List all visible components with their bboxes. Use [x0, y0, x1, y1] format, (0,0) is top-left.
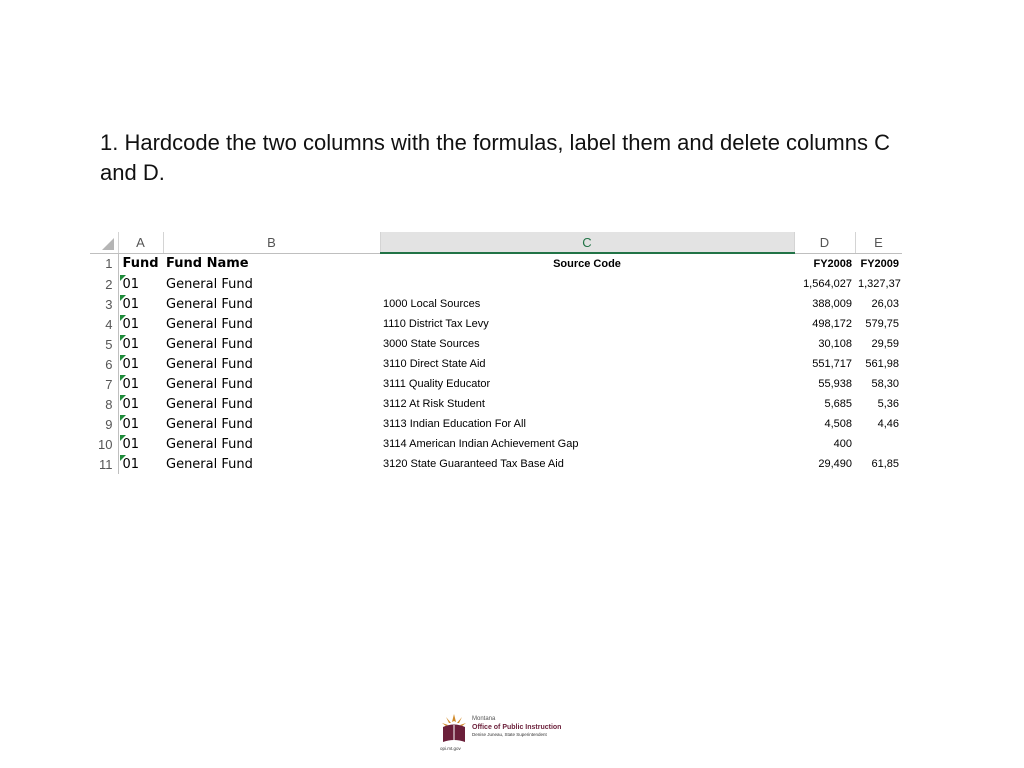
column-header-c[interactable]: C [380, 232, 794, 253]
cell-fund-name[interactable]: General Fund [166, 296, 253, 312]
table-row [90, 274, 902, 294]
cell-fund-name[interactable]: General Fund [166, 416, 253, 432]
cell-fund-name[interactable]: General Fund [166, 436, 253, 452]
error-indicator-icon [120, 375, 126, 381]
cell-fund[interactable] [118, 334, 163, 354]
cell-fund[interactable] [118, 414, 163, 434]
cell-value: 01 [122, 416, 140, 432]
column-header-b[interactable]: B [163, 232, 380, 253]
error-indicator-icon [120, 395, 126, 401]
row-number[interactable]: 2 [90, 274, 118, 294]
error-indicator-icon [120, 415, 126, 421]
cell-fy2008[interactable]: 498,172 [812, 318, 852, 330]
cell-value: 01 [122, 336, 140, 352]
row-number[interactable]: 5 [90, 334, 118, 354]
cell-fund[interactable] [118, 274, 163, 294]
cell-fy2009[interactable]: 58,30 [871, 378, 899, 390]
cell-source-code[interactable]: 3000 State Sources [383, 338, 480, 350]
error-indicator-icon [120, 315, 126, 321]
column-header-a[interactable]: A [118, 232, 163, 253]
cell-header-source-code[interactable]: Source Code [553, 258, 621, 270]
error-indicator-icon [120, 355, 126, 361]
logo-url: opi.mt.gov [440, 746, 461, 751]
table-row [90, 374, 902, 394]
select-all-triangle-icon [102, 238, 114, 250]
cell-fund[interactable] [118, 374, 163, 394]
cell-fy2008[interactable]: 5,685 [824, 398, 852, 410]
cell-fund-name[interactable]: General Fund [166, 376, 253, 392]
cell-fy2008[interactable]: 55,938 [818, 378, 852, 390]
error-indicator-icon [120, 275, 126, 281]
cell-source-code[interactable]: 1000 Local Sources [383, 298, 481, 310]
cell-fund-name[interactable]: General Fund [166, 316, 253, 332]
cell-source-code[interactable]: 3120 State Guaranteed Tax Base Aid [383, 458, 564, 470]
row-number[interactable]: 9 [90, 414, 118, 434]
error-indicator-icon [120, 455, 126, 461]
cell-fund-name[interactable]: General Fund [166, 336, 253, 352]
error-indicator-icon [120, 435, 126, 441]
row-number[interactable]: 6 [90, 354, 118, 374]
cell-source-code[interactable]: 3113 Indian Education For All [383, 418, 526, 430]
row-number[interactable]: 4 [90, 314, 118, 334]
column-header-row [90, 232, 902, 253]
cell-fy2008[interactable]: 1,564,027 [803, 278, 852, 290]
spreadsheet [90, 232, 902, 474]
column-header-e[interactable]: E [855, 232, 902, 253]
logo-state: Montana [472, 716, 496, 722]
cell-fund-name[interactable]: General Fund [166, 276, 253, 292]
cell-fy2008[interactable]: 388,009 [812, 298, 852, 310]
table-row [90, 434, 902, 454]
row-number[interactable]: 11 [90, 454, 118, 474]
row-number[interactable]: 3 [90, 294, 118, 314]
cell-value: 01 [122, 276, 140, 292]
cell-fy2009[interactable]: 579,75 [865, 318, 899, 330]
cell-header-fy2009[interactable]: FY2009 [860, 257, 899, 270]
select-all-corner[interactable] [90, 232, 118, 253]
cell-source-code[interactable]: 3114 American Indian Achievement Gap [383, 438, 579, 450]
cell-fy2008[interactable]: 30,108 [818, 338, 852, 350]
cell-fy2009[interactable]: 561,98 [865, 358, 899, 370]
instruction-text: 1. Hardcode the two columns with the formulas, label them and delete columns C and D. [100, 130, 890, 185]
cell-fund-name[interactable]: General Fund [166, 356, 253, 372]
logo-superintendent: Denise Juneau, State Superintendent [472, 732, 547, 737]
cell-source-code[interactable]: 3110 Direct State Aid [383, 358, 486, 370]
cell-value: 01 [122, 316, 140, 332]
row-number[interactable]: 10 [90, 434, 118, 454]
cell-fy2008[interactable]: 400 [833, 438, 852, 450]
cell-header-fund[interactable]: Fund [122, 256, 159, 272]
cell-source-code[interactable]: 1110 District Tax Levy [383, 318, 489, 330]
logo-office: Office of Public Instruction [472, 724, 562, 731]
cell-fund[interactable] [118, 454, 163, 474]
cell-fund[interactable] [118, 434, 163, 454]
table-row [90, 414, 902, 434]
row-number[interactable]: 8 [90, 394, 118, 414]
cell-fund[interactable] [118, 354, 163, 374]
cell-value: 01 [122, 456, 140, 472]
logo-text [472, 716, 561, 738]
cell-fy2009[interactable] [855, 434, 902, 454]
cell-fy2008[interactable]: 29,490 [818, 458, 852, 470]
cell-fund-name[interactable]: General Fund [166, 396, 253, 412]
row-number[interactable]: 7 [90, 374, 118, 394]
cell-fy2008[interactable]: 4,508 [824, 418, 852, 430]
cell-source-code[interactable]: 3111 Quality Educator [383, 378, 491, 390]
table-row [90, 454, 902, 474]
cell-fy2009[interactable]: 1,327,37 [858, 278, 901, 290]
cell-fund[interactable] [118, 394, 163, 414]
cell-header-fy2008[interactable]: FY2008 [813, 257, 852, 270]
cell-fund-name[interactable]: General Fund [166, 456, 253, 472]
cell-fy2009[interactable]: 29,59 [871, 338, 899, 350]
opi-logo [440, 712, 580, 754]
table-row [90, 334, 902, 354]
cell-source-code[interactable] [380, 274, 794, 294]
row-number[interactable]: 1 [90, 253, 118, 274]
table-row [90, 394, 902, 414]
cell-fund[interactable] [118, 294, 163, 314]
cell-fy2009[interactable]: 61,85 [871, 458, 899, 470]
column-header-d[interactable]: D [794, 232, 855, 253]
table-row [90, 253, 902, 274]
error-indicator-icon [120, 295, 126, 301]
error-indicator-icon [120, 335, 126, 341]
spreadsheet-grid [90, 232, 902, 474]
cell-value: 01 [122, 396, 140, 412]
cell-fy2009[interactable]: 5,36 [877, 398, 899, 410]
cell-value: 01 [122, 296, 140, 312]
table-row [90, 314, 902, 334]
cell-value: 01 [122, 436, 140, 452]
table-row [90, 354, 902, 374]
cell-fy2009[interactable]: 26,03 [871, 298, 899, 310]
cell-value: 01 [122, 356, 140, 372]
cell-value: 01 [122, 376, 140, 392]
table-row [90, 294, 902, 314]
cell-fund[interactable] [118, 314, 163, 334]
cell-fy2008[interactable]: 551,717 [812, 358, 852, 370]
cell-fy2009[interactable]: 4,46 [877, 418, 899, 430]
cell-header-fund-name[interactable]: Fund Name [166, 256, 249, 272]
cell-source-code[interactable]: 3112 At Risk Student [383, 398, 485, 410]
